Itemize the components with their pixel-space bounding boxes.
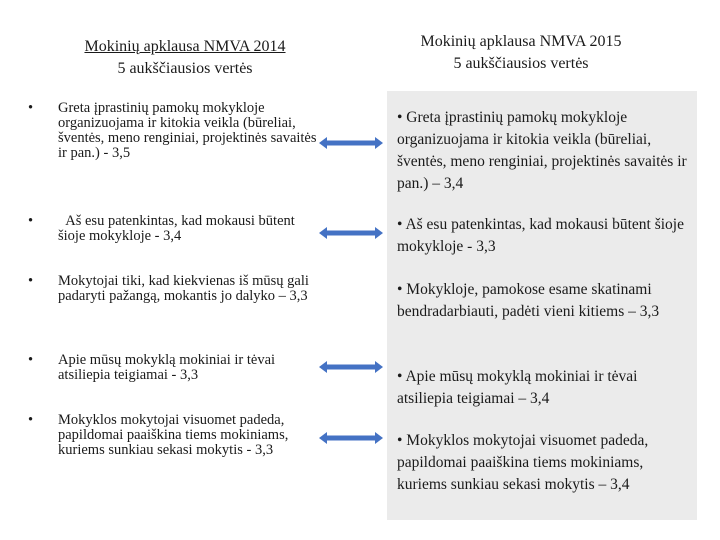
title-2014-line1: Mokinių apklausa NMVA 2014 [84, 38, 286, 55]
list-2014-item-text: Aš esu patenkintas, kad mokausi būtent šioje mokykloje - 3,4 [58, 213, 299, 244]
title-2014-line2: 5 aukščiausios vertės [117, 60, 253, 77]
bullet-icon: • [28, 273, 34, 289]
list-2014-item-text: Greta įprastinių pamokų mokykloje organizuojama ir kitokia veikla (būreliai, šventės, meno renginiai, projektinės savaitės ir pan.) - 3,5 [58, 100, 317, 161]
list-2015-item: • Aš esu patenkintas, kad mokausi būtent šioje mokykloje - 3,3 [397, 216, 684, 255]
bullet-icon: • [28, 352, 34, 368]
list-2015-item: • Greta įprastinių pamokų mokykloje organizuojama ir kitokia veikla (būreliai, šventės, meno renginiai, projektinės savaitės ir pan.) – 3,4 [397, 109, 687, 192]
bullet-icon: • [28, 412, 34, 428]
list-2014-item-text: Apie mūsų mokyklą mokiniai ir tėvai atsiliepia teigiamai - 3,3 [58, 352, 276, 383]
title-2015-line1: Mokinių apklausa NMVA 2015 [420, 33, 622, 50]
list-2014-item-text: Mokytojai tiki, kad kiekvienas iš mūsų gali padaryti pažangą, mokantis jo dalyko – 3,3 [58, 273, 309, 304]
bullet-icon: • [28, 213, 34, 229]
list-2014-item-text: Mokyklos mokytojai visuomet padeda, papildomai paaiškina tiems mokiniams, kuriems sunkiau sekasi mokytis - 3,3 [58, 412, 289, 458]
double-arrow-icon [318, 136, 384, 150]
title-2015 [380, 31, 662, 75]
list-2014 [0, 0, 340, 540]
list-2015-item: • Mokykloje, pamokose esame skatinami bendradarbiauti, padėti vieni kitiems – 3,3 [397, 281, 660, 320]
title-2015-line2: 5 aukščiausios vertės [453, 55, 589, 72]
double-arrow-icon [318, 360, 384, 374]
list-2015-item: • Apie mūsų mokyklą mokiniai ir tėvai atsiliepia teigiamai – 3,4 [397, 368, 638, 407]
double-arrow-icon [318, 431, 384, 445]
list-2015-item: • Mokyklos mokytojai visuomet padeda, papildomai paaiškina tiems mokiniams, kuriems sunkiau sekasi mokytis – 3,4 [397, 432, 649, 493]
double-arrow-icon [318, 226, 384, 240]
bullet-icon: • [28, 100, 34, 116]
